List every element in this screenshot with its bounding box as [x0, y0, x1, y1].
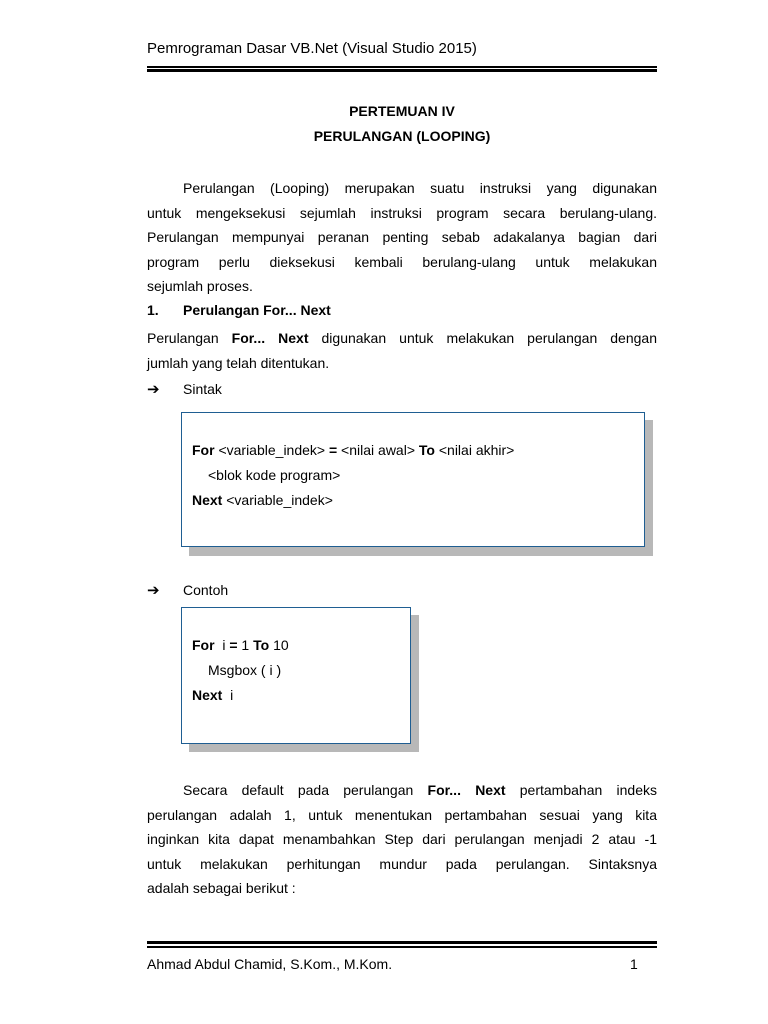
section-number: 1.	[147, 302, 159, 318]
arrow-right-icon: ➔	[147, 381, 160, 398]
example-label-line	[147, 581, 228, 599]
code-line: <blok kode program>	[208, 467, 341, 483]
section-title: Perulangan For... Next	[183, 302, 331, 318]
closing-line: inginkan kita dapat menambahkan Step dari perulangan menjadi 2 atau -1	[147, 831, 657, 848]
code-line: Msgbox ( i )	[208, 662, 282, 678]
code-line: Next <variable_indek>	[192, 492, 333, 508]
closing-line: Secara default pada perulangan For... Next pertambahan indeks	[183, 782, 657, 798]
code-line: For i = 1 To 10	[192, 637, 289, 653]
intro-line: Perulangan mempunyai peranan penting sebab adakalanya bagian dari	[147, 229, 657, 246]
intro-line: Perulangan (Looping) merupakan suatu instruksi yang digunakan	[183, 180, 657, 196]
description-line: Perulangan For... Next digunakan untuk melakukan perulangan dengan	[147, 330, 657, 346]
chapter-subtitle: PERULANGAN (LOOPING)	[313, 128, 491, 144]
syntax-label: Sintak	[183, 381, 222, 397]
code-line: For <variable_indek> = <nilai awal> To <nilai akhir>	[192, 442, 515, 458]
chapter-title: PERTEMUAN IV	[349, 103, 455, 119]
intro-paragraph	[147, 176, 657, 299]
example-code-box	[181, 607, 419, 752]
intro-line: untuk mengeksekusi sejumlah instruksi program secara berulang-ulang.	[147, 204, 657, 221]
code-box-frame	[181, 412, 645, 547]
intro-line: sejumlah proses.	[147, 278, 253, 295]
intro-line: program perlu dieksekusi kembali berulang-ulang untuk melakukan	[147, 253, 657, 270]
header-rule-thin	[147, 66, 657, 68]
closing-line: perulangan adalah 1, untuk menentukan pertambahan sesuai yang kita	[147, 806, 657, 823]
footer-rule-thin	[147, 946, 657, 948]
syntax-code-box	[181, 412, 653, 556]
syntax-label-line	[147, 380, 222, 398]
page-number: 1	[630, 956, 638, 972]
closing-paragraph	[147, 778, 657, 901]
section-description	[147, 326, 657, 375]
closing-line: adalah sebagai berikut :	[147, 880, 296, 897]
section-heading	[147, 302, 331, 318]
code-box-frame	[181, 607, 411, 744]
footer-rule-thick	[147, 941, 657, 944]
arrow-right-icon: ➔	[147, 582, 160, 599]
code-line: Next i	[192, 687, 234, 703]
header-rule-thick	[147, 69, 657, 72]
page-header: Pemrograman Dasar VB.Net (Visual Studio 2015)	[147, 40, 477, 57]
footer-author: Ahmad Abdul Chamid, S.Kom., M.Kom.	[147, 956, 393, 972]
description-line: jumlah yang telah ditentukan.	[147, 354, 330, 371]
closing-line: untuk melakukan perhitungan mundur pada perulangan. Sintaksnya	[147, 855, 657, 872]
example-label: Contoh	[183, 582, 229, 598]
